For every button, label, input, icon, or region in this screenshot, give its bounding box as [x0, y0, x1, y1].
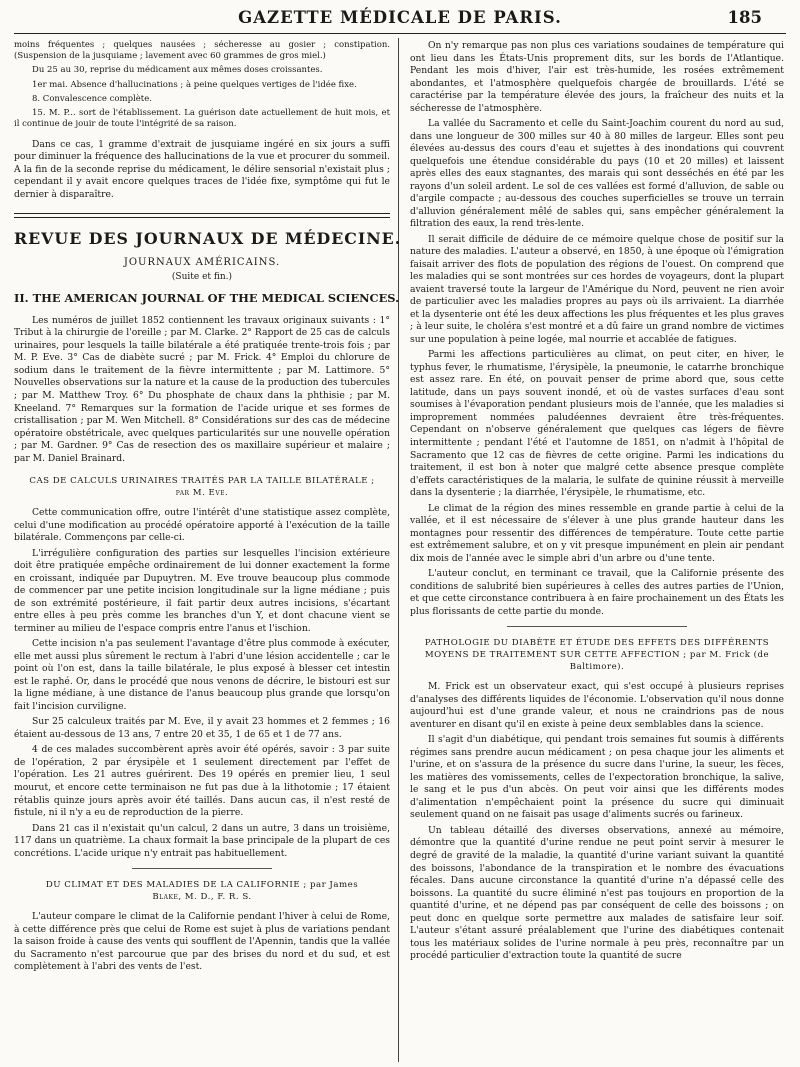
- article-heading: [14, 879, 390, 903]
- right-column: [410, 40, 784, 966]
- case-line: 15. M. P... sort de l'établissement. La guérison date actuellement de huit mois, et il continue de jouir de toute l'intégrité de sa raison.: [14, 108, 390, 130]
- journal-title: II. THE AMERICAN JOURNAL OF THE MEDICAL SCIENCES.: [14, 291, 400, 306]
- page-header: [14, 0, 786, 30]
- article-title: DU CLIMAT ET DES MALADIES DE LA CALIFORNIE ; par James: [45, 880, 359, 891]
- article-paragraph: Il serait difficile de déduire de ce mémoire quelque chose de positif sur la nature des maladies. L'auteur a observé, en 1850, à une époque où l'émigration faisait arriver des flots de population des régions de l'ouest. On comprend que les maladies qui se sont montrées sur ces hordes de voyageurs, dont la plupart avaient traversé toute la largeur de l'Amérique du Nord, peuvent ne rien avoir de particulier avec les maladies propres au pays où ils arrivaient. La diarrhée et la dysenterie ont été les deux affections les plus fréquentes et les plus graves ; à leur suite, le choléra s'est montré et a dû faire un grand nombre de victimes sur une population à peine logée, mal nourrie et accablée de fatigues.: [410, 233, 784, 345]
- article-author: Blake, M. D., F. R. S.: [152, 892, 252, 903]
- column-divider: [398, 38, 399, 1062]
- case-notes: [14, 40, 390, 131]
- article-paragraph: Cette incision n'a pas seulement l'avantage d'être plus commode à exécuter, elle met aussi plus sûrement le rectum à l'abri d'une lésion accidentelle ; car le point où l'on est, dans la taille bilatérale, le plus exposé à blesser cet intestin est le raphé. Or, dans le procédé que nous venons de décrire, le bistouri est sur la ligne médiane, à une distance de l'anus beaucoup plus grande que lorsqu'on fait l'incision curviligne.: [14, 638, 390, 712]
- article-heading: [14, 475, 390, 499]
- article-paragraph: Sur 25 calculeux traités par M. Eve, il y avait 23 hommes et 2 femmes ; 16 étaient au-dessous de 13 ans, 7 entre 20 et 35, 1 de 65 et 1 de 77 ans.: [14, 716, 390, 740]
- journal-intro: Les numéros de juillet 1852 contiennent les travaux originaux suivants : 1° Tribut à la chirurgie de l'oreille ; par M. Clarke. 2° Rapport de 25 cas de calculs urinaires, pour lesquels la taille bilatérale a été pratiquée trente-trois fois ; par M. P. Eve. 3° Cas de diabète sucré ; par M. Frick. 4° Emploi du chlorure de sodium dans le traitement de la fièvre intermittente ; par M. Lattimore. 5° Nouvelles observations sur la nature et la cause de la production des tubercules ; par M. Matthew Troy. 6° Du phosphate de chaux dans la phthisie ; par M. Kneeland. 7° Remarques sur la formation de l'acide urique et ses formes de cristallisation ; par M. Wen Mitchell. 8° Considérations sur des cas de médecine opératoire obstétricale, avec quelques particularités sur une nouvelle opération ; par M. Gardner. 9° Cas de resection des os maxillaire supérieur et malaire ; par M. Daniel Brainard.: [14, 314, 390, 464]
- header-rule: [14, 33, 786, 34]
- article-paragraph: 4 de ces malades succombèrent après avoir été opérés, savoir : 3 par suite de l'opération, 2 par érysipèle et 1 seulement directement par l'effet de l'opération. Les 21 autres guérirent. Des 19 opérés en premier lieu, 1 seul mourut, et encore cette terminaison ne fut pas due à la lithotomie ; 17 étaient rétablis quinze jours après avoir été taillés. Dans aucun cas, il n'est resté de fistule, ni il n'y a eu de reproduction de la pierre.: [14, 744, 390, 819]
- case-conclusion: Dans ce cas, 1 gramme d'extrait de jusquiame ingéré en six jours a suffi pour diminuer la fréquence des hallucinations de la vue et procurer du sommeil. A la fin de la seconde reprise du médicament, le délire sensorial n'existait plus ; cependant il y avait encore quelques traces de l'idée fixe, symptôme qui fut le dernier à disparaître.: [14, 138, 390, 200]
- left-column: [14, 40, 402, 977]
- article-heading: PATHOLOGIE DU DIABÈTE ET ÉTUDE DES EFFETS DES DIFFÉRENTS MOYENS DE TRAITEMENT SUR CETTE AFFECTION ; par M. Frick (de Baltimore).: [424, 638, 770, 673]
- article-paragraph: On n'y remarque pas non plus ces variations soudaines de température qui ont lieu dans les États-Unis proprement dits, sur les bords de l'Atlantique. Pendant les mois d'hiver, l'air est très-humide, les rosées extrêmement abondantes, et l'atmosphère quelquefois chargée de brouillards. L'été se caractérise par la température élevée des jours, la fraîcheur des nuits et la sécheresse de l'atmosphère.: [410, 40, 784, 114]
- article-paragraph: L'auteur conclut, en terminant ce travail, que la Californie présente des conditions de salubrité bien supérieures à celles des autres parties de l'Union, et que cette circonstance contribuera à en faire prochainement un des États les plus florissants de cette partie du monde.: [410, 568, 784, 617]
- article-author: par M. Eve.: [175, 488, 229, 499]
- article-paragraph: L'irrégulière configuration des parties sur lesquelles l'incision extérieure doit être pratiquée empêche ordinairement de lui donner exactement la forme en croissant, indiquée par Dupuytren. M. Eve trouve beaucoup plus commode de commencer par une petite incision longitudinale sur la ligne médiane ; puis de son extrémité postérieure, il fait partir deux autres incisions, s'écartant entre elles à peu près comme les branches d'un Y, et dont chacune vient se terminer au milieu de l'espace compris entre l'anus et l'ischion.: [14, 547, 390, 634]
- article-paragraph: La vallée du Sacramento et celle du Saint-Joachim courent du nord au sud, dans une longueur de 300 milles sur 40 à 80 milles de largeur. Elles sont peu élevées au-dessus des cours d'eau et sujettes à des inondations qui couvrent quelquefois une étendue considérable du pays (10 et 20 milles) et laissent après elles des eaux stagnantes, des marais qui sont desséchés en été par les rayons d'un soleil ardent. Le sol de ces vallées est formé d'alluvion, de sable ou d'argile compacte ; au-dessous des couches superficielles se trouve un terrain d'alluvion généralement mêlé de sables qui, sans empêcher généralement la filtration des eaux, la rend très-lente.: [410, 118, 784, 230]
- article-paragraph: Cette communication offre, outre l'intérêt d'une statistique assez complète, celui d'une modification au procédé opératoire apporté à l'exécution de la taille bilatérale. Commençons par celle-ci.: [14, 507, 390, 544]
- journal-masthead: GAZETTE MÉDICALE DE PARIS.: [238, 8, 562, 27]
- article-title: CAS DE CALCULS URINAIRES TRAITÉS PAR LA TAILLE BILATÉRALE ;: [29, 476, 375, 487]
- section-rule: [14, 213, 390, 218]
- article-paragraph: Le climat de la région des mines ressemble en grande partie à celui de la vallée, et il est nécessaire de s'élever à une plus grande hauteur dans les montagnes pour ressentir des différences de température. Toute cette partie est extrêmement salubre, et on y vit presque impunément en plein air pendant dix mois de l'année avec le simple abri d'un arbre ou d'une tente.: [410, 502, 784, 564]
- article-paragraph: Parmi les affections particulières au climat, on peut citer, en hiver, le typhus fever, le rhumatisme, l'érysipèle, la pneumonie, le catarrhe bronchique est assez rare. En été, on pouvait penser de prime abord que, sous cette latitude, dans un pays souvent inondé, et où de vastes surfaces d'eau sont soumises à l'évaporation pendant plusieurs mois de l'année, que les maladies si improprement nommées paludéennes devraient être très-fréquentes. Cependant on n'observe généralement que quelques cas légers de fièvre intermittente ; pendant l'été et l'automne de 1851, on n'admit à l'hôpital de Sacramento que 12 cas de fièvres de cette origine. Parmi les indications du traitement, il est bon à noter que malgré cette absence presque complète d'effets caractéristiques de la malaria, le sulfate de quinine réussit à merveille dans la dysenterie ; la diarrhée, l'érysipèle, le rhumatisme, etc.: [410, 349, 784, 499]
- article-paragraph: L'auteur compare le climat de la Californie pendant l'hiver à celui de Rome, à cette différence près que celui de Rome est sujet à plus de variations pendant la saison froide à cause des vents qui soufflent de l'Apennin, tandis que la vallée du Sacramento n'est parcourue que par des brises du nord et du sud, et est complètement à l'abri des vents de l'est.: [14, 911, 390, 973]
- section-subtitle: JOURNAUX AMÉRICAINS.: [123, 256, 281, 268]
- section-note: (Suite et fin.): [171, 272, 233, 283]
- article-paragraph: Dans 21 cas il n'existait qu'un calcul, 2 dans un autre, 3 dans un troisième, 117 dans un quatrième. La chaux formait la base principale de la plupart de ces concrétions. L'acide urique n'y entrait pas habituellement.: [14, 822, 390, 859]
- case-line: 1er mai. Absence d'hallucinations ; à peine quelques vertiges de l'idée fixe.: [32, 79, 357, 90]
- case-line: Du 25 au 30, reprise du médicament aux mêmes doses croissantes.: [32, 65, 323, 76]
- article-paragraph: M. Frick est un observateur exact, qui s'est occupé à plusieurs reprises d'analyses des différents liquides de l'économie. L'observation qu'il nous donne aujourd'hui est d'une grande valeur, et nous ne craindrions pas de nous aventurer en disant qu'il en existe à peine deux semblables dans la science.: [410, 681, 784, 730]
- case-line: moins fréquentes ; quelques nausées ; sécheresse au gosier ; constipation. (Suspension de la jusquiame ; lavement avec 60 grammes de gros miel.): [14, 40, 390, 62]
- article-paragraph: Un tableau détaillé des diverses observations, annexé au mémoire, démontre que la quantité d'urine rendue ne peut point servir à mesurer le degré de gravité de la maladie, la quantité d'urine variant suivant la quantité des boissons, l'abondance de la transpiration et le nombre des évacuations fécales. Dans aucune circonstance la quantité d'urine n'a dépassé celle des boissons. La quantité du sucre éliminé n'est pas toujours en proportion de la quantité d'urine, et ne dépend pas par conséquent de celle des boissons ; on peut donc en quelque sorte permettre aux malades de satisfaire leur soif. L'auteur s'étant assuré préalablement que l'urine des diabétiques contenait tous les matériaux solides de l'urine normale à peu près, reconnaître par un procédé particulier d'extraction toute la quantité de sucre: [410, 824, 784, 962]
- page-number: 185: [727, 8, 762, 27]
- separator: [507, 626, 687, 627]
- section-title: REVUE DES JOURNAUX DE MÉDECINE.: [14, 229, 402, 249]
- separator: [132, 868, 272, 869]
- article-paragraph: Il s'agit d'un diabétique, qui pendant trois semaines fut soumis à différents régimes sans prendre aucun médicament ; on pesa chaque jour les aliments et l'urine, et on s'assura de la présence du sucre dans l'urine, la sueur, les fèces, les matières des vomissements, celles de l'expectoration bronchique, la salive, le sang et le pus d'un abcès. On peut voir ainsi que les différents modes d'alimentation n'empêchaient point la présence du sucre qui diminuait seulement quand on ne faisait pas usage d'aliments sucrés ou farineux.: [410, 734, 784, 821]
- case-line: 8. Convalescence complète.: [32, 93, 152, 104]
